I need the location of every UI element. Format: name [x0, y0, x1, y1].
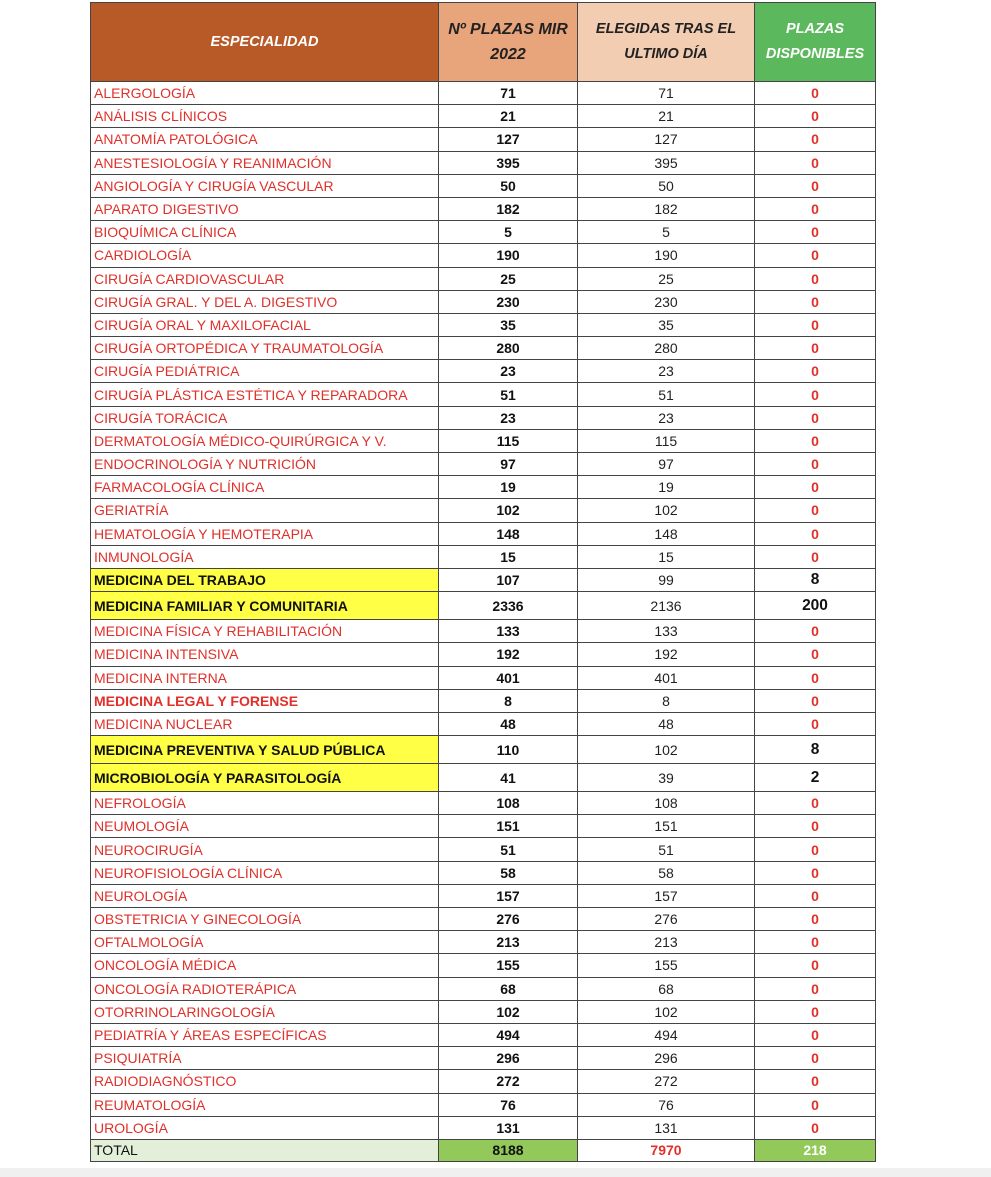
plazas-cell: 23: [439, 406, 578, 429]
elegidas-cell: 19: [578, 476, 755, 499]
disponibles-cell: 0: [755, 267, 876, 290]
plazas-cell: 272: [439, 1070, 578, 1093]
header-plazas-mir: Nº PLAZAS MIR 2022: [439, 3, 578, 82]
elegidas-cell: 276: [578, 908, 755, 931]
disponibles-cell: 200: [755, 592, 876, 620]
especialidad-cell: MEDICINA PREVENTIVA Y SALUD PÚBLICA: [91, 736, 439, 764]
header-elegidas: ELEGIDAS TRAS EL ULTIMO DÍA: [578, 3, 755, 82]
table-row: [91, 666, 876, 689]
disponibles-cell: 8: [755, 568, 876, 591]
table-body: [91, 82, 876, 1140]
elegidas-cell: 21: [578, 105, 755, 128]
elegidas-cell: 58: [578, 861, 755, 884]
especialidad-cell: MICROBIOLOGÍA Y PARASITOLOGÍA: [91, 764, 439, 792]
elegidas-cell: 182: [578, 197, 755, 220]
plazas-cell: 23: [439, 360, 578, 383]
especialidad-cell: INMUNOLOGÍA: [91, 545, 439, 568]
especialidad-cell: REUMATOLOGÍA: [91, 1093, 439, 1116]
especialidad-cell: CIRUGÍA ORTOPÉDICA Y TRAUMATOLOGÍA: [91, 337, 439, 360]
table-row: [91, 838, 876, 861]
elegidas-cell: 68: [578, 977, 755, 1000]
table-row: [91, 861, 876, 884]
plazas-cell: 151: [439, 815, 578, 838]
especialidad-cell: MEDICINA FÍSICA Y REHABILITACIÓN: [91, 620, 439, 643]
table-row: [91, 884, 876, 907]
plazas-cell: 102: [439, 1000, 578, 1023]
table-row: [91, 908, 876, 931]
especialidad-cell: ANÁLISIS CLÍNICOS: [91, 105, 439, 128]
disponibles-cell: 0: [755, 643, 876, 666]
especialidad-cell: PEDIATRÍA Y ÁREAS ESPECÍFICAS: [91, 1023, 439, 1046]
table-row: [91, 151, 876, 174]
plazas-cell: 76: [439, 1093, 578, 1116]
table-row: [91, 545, 876, 568]
especialidad-cell: OBSTETRICIA Y GINECOLOGÍA: [91, 908, 439, 931]
especialidad-cell: CIRUGÍA CARDIOVASCULAR: [91, 267, 439, 290]
disponibles-cell: 0: [755, 290, 876, 313]
table-row: [91, 643, 876, 666]
especialidad-cell: ALERGOLOGÍA: [91, 82, 439, 105]
table-row: [91, 221, 876, 244]
table-row: [91, 105, 876, 128]
plazas-cell: 115: [439, 429, 578, 452]
elegidas-cell: 192: [578, 643, 755, 666]
table-row: [91, 197, 876, 220]
plazas-cell: 51: [439, 383, 578, 406]
table-row: [91, 792, 876, 815]
especialidad-cell: MEDICINA DEL TRABAJO: [91, 568, 439, 591]
table-row: [91, 453, 876, 476]
disponibles-cell: 0: [755, 244, 876, 267]
plazas-cell: 107: [439, 568, 578, 591]
disponibles-cell: 0: [755, 221, 876, 244]
especialidad-cell: FARMACOLOGÍA CLÍNICA: [91, 476, 439, 499]
plazas-cell: 25: [439, 267, 578, 290]
table-row: [91, 954, 876, 977]
elegidas-cell: 76: [578, 1093, 755, 1116]
table-row: [91, 1000, 876, 1023]
disponibles-cell: 0: [755, 666, 876, 689]
table-row: [91, 174, 876, 197]
table-row: [91, 1047, 876, 1070]
plazas-cell: 148: [439, 522, 578, 545]
disponibles-cell: 2: [755, 764, 876, 792]
elegidas-cell: 131: [578, 1116, 755, 1139]
disponibles-cell: 0: [755, 1070, 876, 1093]
elegidas-cell: 395: [578, 151, 755, 174]
especialidad-cell: MEDICINA INTERNA: [91, 666, 439, 689]
especialidad-cell: MEDICINA LEGAL Y FORENSE: [91, 689, 439, 712]
elegidas-cell: 133: [578, 620, 755, 643]
especialidad-cell: MEDICINA NUCLEAR: [91, 712, 439, 735]
disponibles-cell: 0: [755, 545, 876, 568]
especialidad-cell: NEUROLOGÍA: [91, 884, 439, 907]
especialidad-cell: APARATO DIGESTIVO: [91, 197, 439, 220]
table-row: [91, 82, 876, 105]
plazas-table: [90, 2, 876, 1162]
table-row: [91, 1070, 876, 1093]
elegidas-cell: 97: [578, 453, 755, 476]
elegidas-cell: 23: [578, 360, 755, 383]
disponibles-cell: 0: [755, 406, 876, 429]
disponibles-cell: 0: [755, 1116, 876, 1139]
elegidas-cell: 230: [578, 290, 755, 313]
table-row: [91, 815, 876, 838]
disponibles-cell: 0: [755, 151, 876, 174]
elegidas-cell: 213: [578, 931, 755, 954]
plazas-cell: 21: [439, 105, 578, 128]
table-row: [91, 592, 876, 620]
especialidad-cell: OTORRINOLARINGOLOGÍA: [91, 1000, 439, 1023]
elegidas-cell: 71: [578, 82, 755, 105]
disponibles-cell: 0: [755, 360, 876, 383]
plazas-cell: 50: [439, 174, 578, 197]
plazas-cell: 110: [439, 736, 578, 764]
plazas-cell: 102: [439, 499, 578, 522]
disponibles-cell: 0: [755, 792, 876, 815]
elegidas-cell: 108: [578, 792, 755, 815]
disponibles-cell: 0: [755, 815, 876, 838]
bottom-band: [0, 1168, 991, 1177]
especialidad-cell: CARDIOLOGÍA: [91, 244, 439, 267]
especialidad-cell: GERIATRÍA: [91, 499, 439, 522]
table-row: [91, 406, 876, 429]
table-row: [91, 429, 876, 452]
plazas-cell: 35: [439, 313, 578, 336]
disponibles-cell: 0: [755, 197, 876, 220]
plazas-cell: 190: [439, 244, 578, 267]
table-row: [91, 568, 876, 591]
elegidas-cell: 190: [578, 244, 755, 267]
plazas-cell: 192: [439, 643, 578, 666]
table-row: [91, 290, 876, 313]
especialidad-cell: ONCOLOGÍA RADIOTERÁPICA: [91, 977, 439, 1000]
especialidad-cell: CIRUGÍA TORÁCICA: [91, 406, 439, 429]
especialidad-cell: DERMATOLOGÍA MÉDICO-QUIRÚRGICA Y V.: [91, 429, 439, 452]
disponibles-cell: 0: [755, 1023, 876, 1046]
disponibles-cell: 0: [755, 82, 876, 105]
plazas-cell: 230: [439, 290, 578, 313]
plazas-cell: 68: [439, 977, 578, 1000]
plazas-cell: 41: [439, 764, 578, 792]
table-row: [91, 244, 876, 267]
especialidad-cell: CIRUGÍA ORAL Y MAXILOFACIAL: [91, 313, 439, 336]
disponibles-cell: 0: [755, 337, 876, 360]
especialidad-cell: NEFROLOGÍA: [91, 792, 439, 815]
table-row: [91, 736, 876, 764]
elegidas-cell: 157: [578, 884, 755, 907]
elegidas-cell: 102: [578, 736, 755, 764]
total-plazas: 8188: [439, 1139, 578, 1161]
elegidas-cell: 5: [578, 221, 755, 244]
especialidad-cell: NEUMOLOGÍA: [91, 815, 439, 838]
elegidas-cell: 23: [578, 406, 755, 429]
especialidad-cell: ENDOCRINOLOGÍA Y NUTRICIÓN: [91, 453, 439, 476]
plazas-cell: 127: [439, 128, 578, 151]
elegidas-cell: 25: [578, 267, 755, 290]
especialidad-cell: NEUROFISIOLOGÍA CLÍNICA: [91, 861, 439, 884]
plazas-cell: 108: [439, 792, 578, 815]
table-row: [91, 522, 876, 545]
elegidas-cell: 280: [578, 337, 755, 360]
table-row: [91, 267, 876, 290]
elegidas-cell: 102: [578, 1000, 755, 1023]
elegidas-cell: 50: [578, 174, 755, 197]
plazas-cell: 213: [439, 931, 578, 954]
disponibles-cell: 0: [755, 931, 876, 954]
disponibles-cell: 0: [755, 689, 876, 712]
disponibles-cell: 0: [755, 1000, 876, 1023]
especialidad-cell: ANESTESIOLOGÍA Y REANIMACIÓN: [91, 151, 439, 174]
total-disponibles: 218: [755, 1139, 876, 1161]
especialidad-cell: NEUROCIRUGÍA: [91, 838, 439, 861]
disponibles-cell: 0: [755, 429, 876, 452]
disponibles-cell: 0: [755, 499, 876, 522]
especialidad-cell: ANGIOLOGÍA Y CIRUGÍA VASCULAR: [91, 174, 439, 197]
especialidad-cell: BIOQUÍMICA CLÍNICA: [91, 221, 439, 244]
elegidas-cell: 272: [578, 1070, 755, 1093]
plazas-cell: 494: [439, 1023, 578, 1046]
elegidas-cell: 401: [578, 666, 755, 689]
elegidas-cell: 127: [578, 128, 755, 151]
disponibles-cell: 0: [755, 838, 876, 861]
disponibles-cell: 0: [755, 908, 876, 931]
plazas-cell: 97: [439, 453, 578, 476]
elegidas-cell: 155: [578, 954, 755, 977]
plazas-cell: 296: [439, 1047, 578, 1070]
disponibles-cell: 0: [755, 1047, 876, 1070]
elegidas-cell: 151: [578, 815, 755, 838]
plazas-cell: 155: [439, 954, 578, 977]
table-row: [91, 931, 876, 954]
table-row: [91, 712, 876, 735]
disponibles-cell: 0: [755, 954, 876, 977]
elegidas-cell: 148: [578, 522, 755, 545]
especialidad-cell: CIRUGÍA PLÁSTICA ESTÉTICA Y REPARADORA: [91, 383, 439, 406]
table-row: [91, 977, 876, 1000]
total-label: TOTAL: [91, 1139, 439, 1161]
table-row: [91, 689, 876, 712]
especialidad-cell: RADIODIAGNÓSTICO: [91, 1070, 439, 1093]
elegidas-cell: 115: [578, 429, 755, 452]
header-especialidad: ESPECIALIDAD: [91, 3, 439, 82]
plazas-cell: 131: [439, 1116, 578, 1139]
table-row: [91, 499, 876, 522]
plazas-cell: 182: [439, 197, 578, 220]
especialidad-cell: PSIQUIATRÍA: [91, 1047, 439, 1070]
table-row: [91, 620, 876, 643]
elegidas-cell: 8: [578, 689, 755, 712]
disponibles-cell: 0: [755, 1093, 876, 1116]
elegidas-cell: 39: [578, 764, 755, 792]
plazas-cell: 8: [439, 689, 578, 712]
header-disponibles: PLAZAS DISPONIBLES: [755, 3, 876, 82]
table-row: [91, 476, 876, 499]
plazas-cell: 157: [439, 884, 578, 907]
disponibles-cell: 0: [755, 174, 876, 197]
disponibles-cell: 0: [755, 522, 876, 545]
plazas-cell: 48: [439, 712, 578, 735]
plazas-cell: 276: [439, 908, 578, 931]
especialidad-cell: UROLOGÍA: [91, 1116, 439, 1139]
elegidas-cell: 48: [578, 712, 755, 735]
table-row: [91, 383, 876, 406]
table-row: [91, 337, 876, 360]
disponibles-cell: 0: [755, 861, 876, 884]
disponibles-cell: 0: [755, 620, 876, 643]
disponibles-cell: 0: [755, 977, 876, 1000]
especialidad-cell: CIRUGÍA GRAL. Y DEL A. DIGESTIVO: [91, 290, 439, 313]
table-row: [91, 764, 876, 792]
especialidad-cell: OFTALMOLOGÍA: [91, 931, 439, 954]
elegidas-cell: 494: [578, 1023, 755, 1046]
especialidad-cell: ONCOLOGÍA MÉDICA: [91, 954, 439, 977]
elegidas-cell: 35: [578, 313, 755, 336]
table-row: [91, 1023, 876, 1046]
plazas-cell: 71: [439, 82, 578, 105]
especialidad-cell: CIRUGÍA PEDIÁTRICA: [91, 360, 439, 383]
plazas-cell: 19: [439, 476, 578, 499]
header-row: [91, 3, 876, 82]
elegidas-cell: 51: [578, 383, 755, 406]
table-row: [91, 313, 876, 336]
disponibles-cell: 0: [755, 128, 876, 151]
plazas-cell: 58: [439, 861, 578, 884]
elegidas-cell: 15: [578, 545, 755, 568]
elegidas-cell: 296: [578, 1047, 755, 1070]
elegidas-cell: 2136: [578, 592, 755, 620]
disponibles-cell: 0: [755, 313, 876, 336]
elegidas-cell: 99: [578, 568, 755, 591]
plazas-cell: 401: [439, 666, 578, 689]
table-row: [91, 360, 876, 383]
elegidas-cell: 102: [578, 499, 755, 522]
elegidas-cell: 51: [578, 838, 755, 861]
total-elegidas: 7970: [578, 1139, 755, 1161]
plazas-cell: 5: [439, 221, 578, 244]
especialidad-cell: MEDICINA FAMILIAR Y COMUNITARIA: [91, 592, 439, 620]
disponibles-cell: 0: [755, 476, 876, 499]
disponibles-cell: 0: [755, 712, 876, 735]
especialidad-cell: MEDICINA INTENSIVA: [91, 643, 439, 666]
especialidad-cell: HEMATOLOGÍA Y HEMOTERAPIA: [91, 522, 439, 545]
especialidad-cell: ANATOMÍA PATOLÓGICA: [91, 128, 439, 151]
disponibles-cell: 0: [755, 453, 876, 476]
table-row: [91, 1116, 876, 1139]
disponibles-cell: 0: [755, 884, 876, 907]
disponibles-cell: 0: [755, 383, 876, 406]
disponibles-cell: 8: [755, 736, 876, 764]
plazas-cell: 51: [439, 838, 578, 861]
table-row: [91, 128, 876, 151]
total-row: [91, 1139, 876, 1161]
plazas-cell: 2336: [439, 592, 578, 620]
disponibles-cell: 0: [755, 105, 876, 128]
plazas-cell: 15: [439, 545, 578, 568]
plazas-cell: 133: [439, 620, 578, 643]
plazas-cell: 280: [439, 337, 578, 360]
table-row: [91, 1093, 876, 1116]
plazas-cell: 395: [439, 151, 578, 174]
